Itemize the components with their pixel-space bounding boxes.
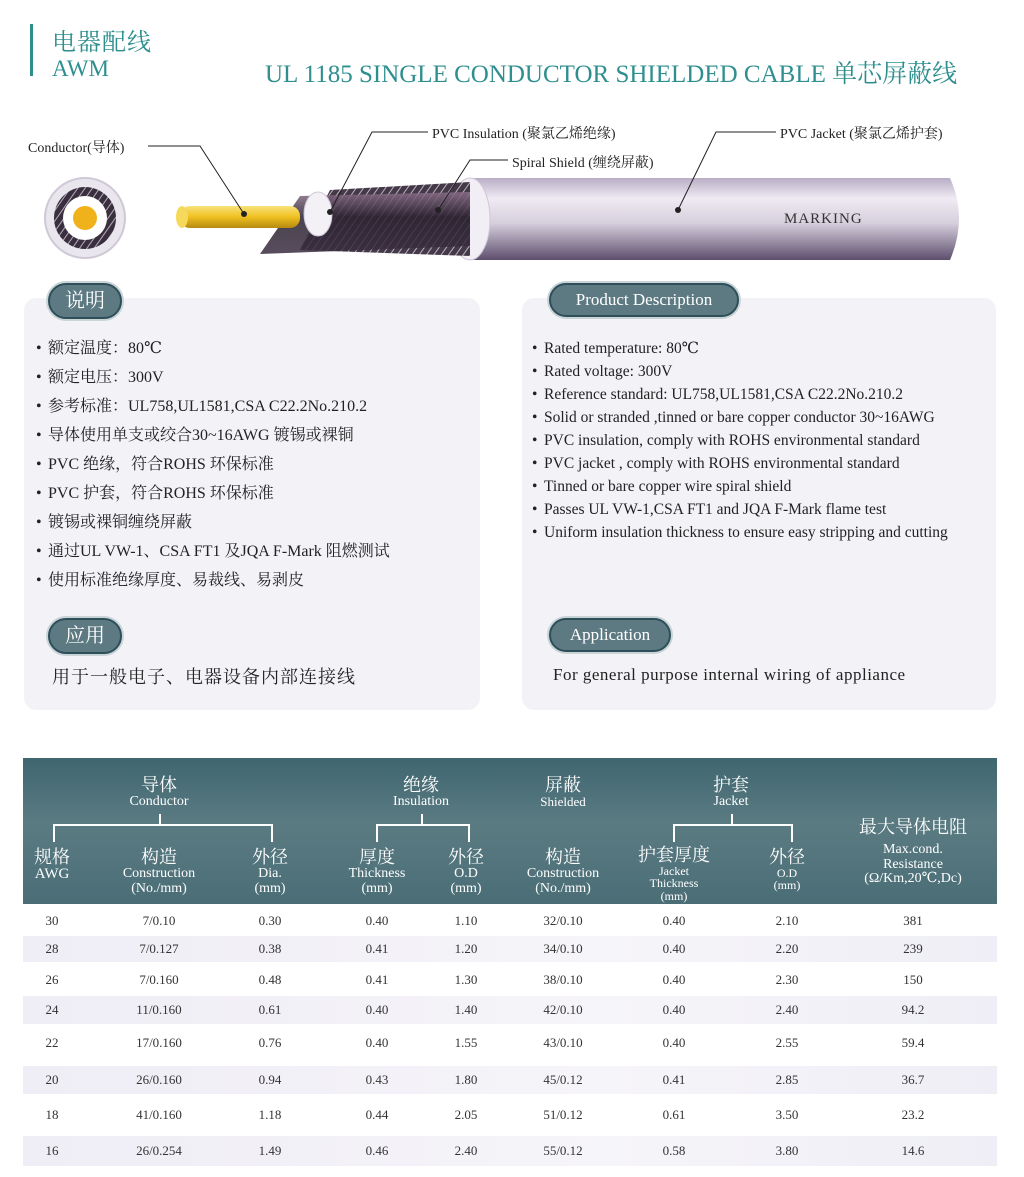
table-cell: 1.40 <box>454 1002 478 1017</box>
list-item: • PVC 绝缘，符合ROHS 环保标准 <box>36 456 274 473</box>
table-cell: 150 <box>903 972 923 987</box>
table-cell: 55/0.12 <box>543 1143 583 1158</box>
table-row <box>23 936 997 962</box>
table-cell: 2.05 <box>454 1107 478 1122</box>
table-cell: 26/0.160 <box>136 1072 182 1087</box>
list-item: • 导体使用单支或绞合30~16AWG 镀锡或裸铜 <box>36 427 354 444</box>
group-bracket <box>376 824 470 842</box>
table-cell: 0.46 <box>365 1143 389 1158</box>
application-text-en: For general purpose internal wiring of appliance <box>553 665 906 684</box>
table-cell: 2.10 <box>775 913 799 928</box>
list-item: • 通过UL VW-1、CSA FT1 及JQA F-Mark 阻燃测试 <box>36 543 390 560</box>
table-cell: 51/0.12 <box>543 1107 583 1122</box>
table-cell: 7/0.160 <box>139 972 179 987</box>
table-cell: 0.58 <box>662 1143 686 1158</box>
table-cell: 0.94 <box>258 1072 282 1087</box>
table-cell: 0.40 <box>662 1002 686 1017</box>
table-cell: 0.76 <box>258 1035 282 1050</box>
table-cell: 14.6 <box>901 1143 925 1158</box>
table-cell: 24 <box>45 1002 59 1017</box>
table-cell: 0.41 <box>662 1072 686 1087</box>
table-cell: 1.30 <box>454 972 478 987</box>
col-construction: 构造 Construction (No./mm) <box>122 847 196 896</box>
label-conductor: Conductor(导体) <box>28 141 125 156</box>
table-cell: 0.41 <box>365 941 389 956</box>
group-jacket: 护套 Jacket <box>713 775 749 809</box>
table-row <box>23 1100 997 1130</box>
table-cell: 0.48 <box>258 972 282 987</box>
table-cell: 1.18 <box>258 1107 282 1122</box>
list-item: • Uniform insulation thickness to ensure easy stripping and cutting <box>532 524 948 541</box>
table-cell: 2.20 <box>775 941 799 956</box>
application-heading-cn: 应用 <box>48 618 122 654</box>
table-row <box>23 996 997 1024</box>
table-cell: 1.55 <box>454 1035 478 1050</box>
table-cell: 34/0.10 <box>543 941 583 956</box>
group-shielded: 屏蔽 Shielded <box>540 775 586 809</box>
table-cell: 26/0.254 <box>136 1143 182 1158</box>
table-cell: 0.40 <box>662 913 686 928</box>
table-cell: 41/0.160 <box>136 1107 182 1122</box>
table-row <box>23 1028 997 1058</box>
list-item: • Reference standard: UL758,UL1581,CSA C22.2No.210.2 <box>532 386 904 403</box>
table-cell: 2.40 <box>775 1002 799 1017</box>
table-cell: 30 <box>45 913 59 928</box>
table-cell: 2.30 <box>775 972 799 987</box>
header-category-cn: 电器配线 <box>52 30 152 56</box>
list-item: • Tinned or bare copper wire spiral shield <box>532 478 792 495</box>
header-accent-bar <box>30 24 33 76</box>
label-marking: MARKING <box>784 211 863 227</box>
table-cell: 0.41 <box>365 972 389 987</box>
group-insulation: 绝缘 Insulation <box>393 775 449 809</box>
list-item: • Rated temperature: 80℃ <box>532 340 700 357</box>
label-pvc-insulation: PVC Insulation (聚氯乙烯绝缘) <box>432 127 616 142</box>
col-awg: 规格 AWG <box>34 847 70 882</box>
table-cell: 1.49 <box>258 1143 282 1158</box>
table-cell: 42/0.10 <box>543 1002 583 1017</box>
col-jacket-thickness: 护套厚度 Jacket Thickness (mm) <box>638 845 710 904</box>
table-cell: 17/0.160 <box>136 1035 182 1050</box>
col-shield-construction: 构造 Construction (No./mm) <box>526 847 600 896</box>
table-cell: 23.2 <box>901 1107 925 1122</box>
group-bracket-stem <box>421 814 423 824</box>
table-cell: 0.43 <box>365 1072 389 1087</box>
table-cell: 0.40 <box>365 1035 389 1050</box>
list-item: • Solid or stranded ,tinned or bare copper conductor 30~16AWG <box>532 409 935 426</box>
group-bracket <box>53 824 273 842</box>
table-cell: 18 <box>45 1107 59 1122</box>
description-list-cn <box>36 334 466 595</box>
table-row <box>23 966 997 994</box>
table-cell: 2.85 <box>775 1072 799 1087</box>
list-item: • PVC jacket , comply with ROHS environmental standard <box>532 455 900 472</box>
table-cell: 0.40 <box>365 913 389 928</box>
table-cell: 3.80 <box>775 1143 799 1158</box>
group-bracket-stem <box>731 814 733 824</box>
table-cell: 0.44 <box>365 1107 389 1122</box>
table-cell: 1.20 <box>454 941 478 956</box>
table-cell: 26 <box>45 972 59 987</box>
col-dia: 外径 Dia. (mm) <box>252 847 288 896</box>
col-jacket-od: 外径 O.D (mm) <box>769 847 805 893</box>
list-item: • 使用标准绝缘厚度、易裁线、易剥皮 <box>36 572 305 589</box>
list-item: • 参考标准：UL758,UL1581,CSA C22.2No.210.2 <box>36 398 368 415</box>
table-cell: 38/0.10 <box>543 972 583 987</box>
table-cell: 36.7 <box>901 1072 925 1087</box>
table-cell: 45/0.12 <box>543 1072 583 1087</box>
col-od: 外径 O.D (mm) <box>448 847 484 896</box>
list-item: • Rated voltage: 300V <box>532 363 673 380</box>
col-thickness: 厚度 Thickness (mm) <box>348 847 406 896</box>
table-cell: 22 <box>45 1035 59 1050</box>
description-heading-cn: 说明 <box>48 283 122 319</box>
table-cell: 0.38 <box>258 941 282 956</box>
table-cell: 0.40 <box>365 1002 389 1017</box>
table-cell: 2.40 <box>454 1143 478 1158</box>
table-cell: 0.61 <box>258 1002 282 1017</box>
table-row <box>23 908 997 934</box>
table-cell: 0.40 <box>662 972 686 987</box>
list-item: • PVC insulation, comply with ROHS environmental standard <box>532 432 920 449</box>
table-cell: 43/0.10 <box>543 1035 583 1050</box>
application-heading-en: Application <box>549 618 671 652</box>
table-cell: 11/0.160 <box>136 1002 182 1017</box>
description-heading-en: Product Description <box>549 283 739 317</box>
description-list-en <box>532 337 992 544</box>
page-title: UL 1185 SINGLE CONDUCTOR SHIELDED CABLE 单芯屏蔽线 <box>265 61 958 88</box>
list-item: • 额定电压：300V <box>36 369 164 386</box>
table-cell: 7/0.127 <box>139 941 179 956</box>
cross-section-icon <box>45 178 125 258</box>
table-cell: 0.61 <box>662 1107 686 1122</box>
table-cell: 381 <box>903 913 923 928</box>
label-spiral-shield: Spiral Shield (缠绕屏蔽) <box>512 156 654 171</box>
table-cell: 59.4 <box>901 1035 925 1050</box>
table-row <box>23 1136 997 1166</box>
table-cell: 16 <box>45 1143 59 1158</box>
table-cell: 3.50 <box>775 1107 799 1122</box>
table-cell: 28 <box>45 941 59 956</box>
group-bracket-stem <box>159 814 161 824</box>
table-cell: 0.40 <box>662 941 686 956</box>
table-cell: 1.10 <box>454 913 478 928</box>
table-cell: 1.80 <box>454 1072 478 1087</box>
table-cell: 20 <box>45 1072 59 1087</box>
col-resistance: 最大导体电阻 Max.cond. Resistance (Ω/Km,20℃,Dc) <box>859 817 967 887</box>
table-cell: 0.40 <box>662 1035 686 1050</box>
table-cell: 32/0.10 <box>543 913 583 928</box>
label-pvc-jacket: PVC Jacket (聚氯乙烯护套) <box>780 127 943 142</box>
header-category-en: AWM <box>52 56 109 81</box>
table-cell: 94.2 <box>901 1002 925 1017</box>
list-item: • 额定温度：80℃ <box>36 340 162 357</box>
list-item: • PVC 护套，符合ROHS 环保标准 <box>36 485 274 502</box>
table-cell: 7/0.10 <box>142 913 176 928</box>
group-conductor: 导体 Conductor <box>129 775 189 809</box>
list-item: • 镀锡或裸铜缠绕屏蔽 <box>36 514 193 531</box>
application-text-cn: 用于一般电子、电器设备内部连接线 <box>52 667 356 687</box>
spec-table-header <box>23 758 997 904</box>
list-item: • Passes UL VW-1,CSA FT1 and JQA F-Mark flame test <box>532 501 887 518</box>
table-cell: 0.30 <box>258 913 282 928</box>
table-row <box>23 1066 997 1094</box>
group-bracket <box>673 824 793 842</box>
table-cell: 239 <box>903 941 923 956</box>
table-cell: 2.55 <box>775 1035 799 1050</box>
